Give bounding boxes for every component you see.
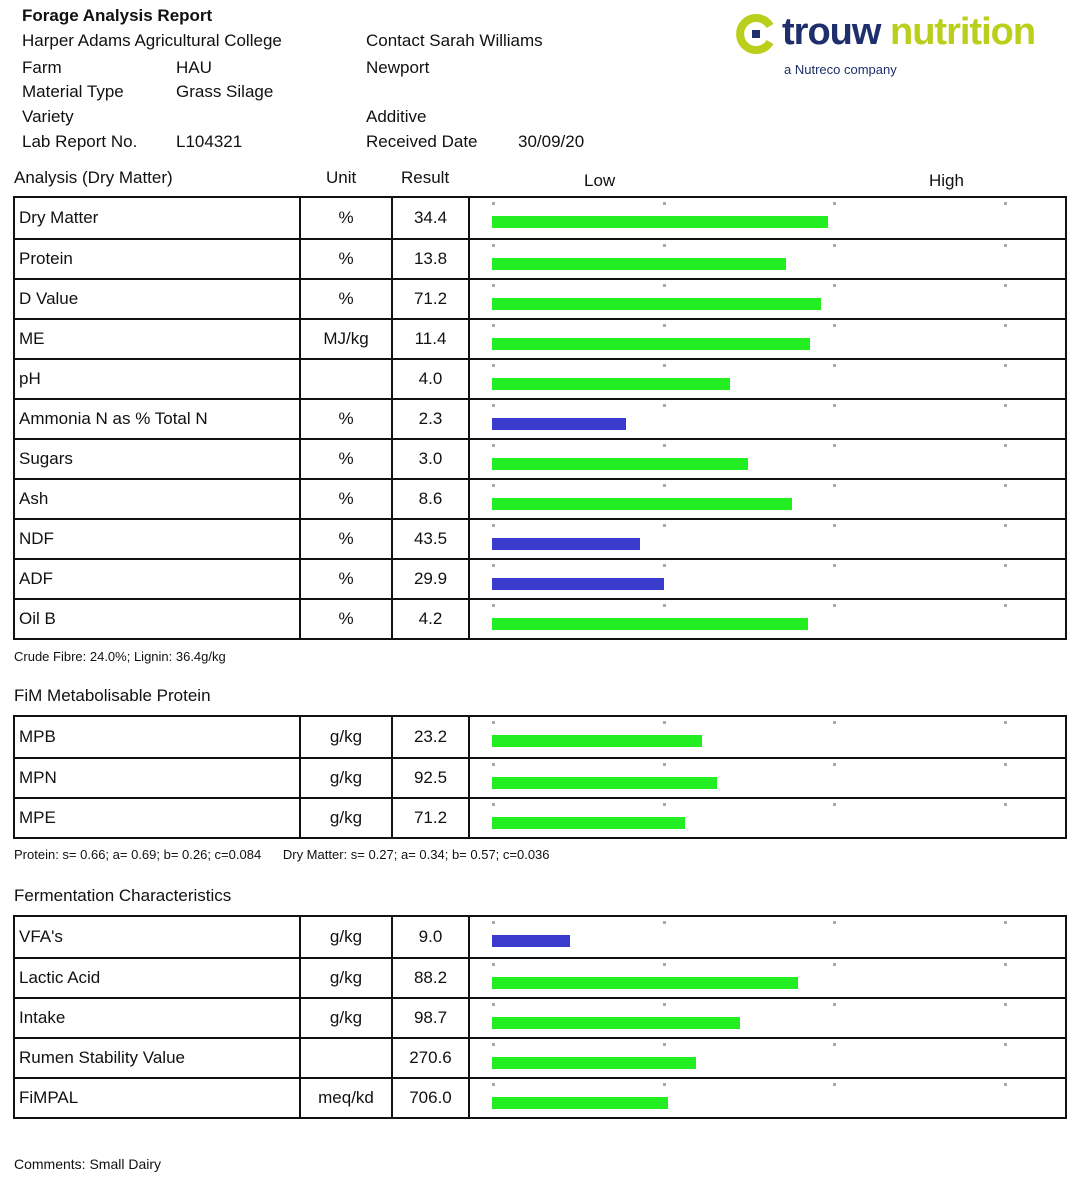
- received-date-label: Received Date: [366, 132, 478, 151]
- analyte-unit: [301, 360, 393, 398]
- range-tick: [833, 763, 836, 766]
- range-ticks: [492, 1003, 1007, 1006]
- col-low-header: Low: [584, 171, 616, 190]
- level-bar: [492, 258, 786, 270]
- range-tick: [663, 324, 666, 327]
- level-bar: [492, 298, 821, 310]
- range-tick: [833, 444, 836, 447]
- range-tick: [492, 524, 495, 527]
- analyte-name: Rumen Stability Value: [15, 1039, 301, 1077]
- analyte-unit: %: [301, 600, 393, 638]
- additive-label: Additive: [366, 107, 427, 126]
- range-tick: [492, 921, 495, 924]
- table-row: [15, 318, 1065, 358]
- range-ticks: [492, 364, 1007, 367]
- range-tick: [1004, 324, 1007, 327]
- range-bar-cell: [470, 999, 1065, 1037]
- level-bar: [492, 1097, 668, 1109]
- farm-label: Farm: [22, 58, 62, 77]
- range-tick: [833, 324, 836, 327]
- range-ticks: [492, 564, 1007, 567]
- range-bar-cell: [470, 1079, 1065, 1117]
- fim-note: Protein: s= 0.66; a= 0.69; b= 0.26; c=0.084 Dry Matter: s= 0.27; a= 0.34; b= 0.57; c=0.036: [14, 847, 550, 862]
- table-row: [15, 1077, 1065, 1117]
- logo-word-2: nutrition: [890, 11, 1036, 53]
- analyte-unit: [301, 1039, 393, 1077]
- range-tick: [1004, 524, 1007, 527]
- range-tick: [833, 1043, 836, 1046]
- analyte-result: 98.7: [393, 999, 470, 1037]
- table-row: [15, 438, 1065, 478]
- range-tick: [663, 1043, 666, 1046]
- analyte-name: Oil B: [15, 600, 301, 638]
- range-bar-cell: [470, 440, 1065, 478]
- analyte-name: Protein: [15, 240, 301, 278]
- analyte-unit: %: [301, 280, 393, 318]
- logo-word-1: trouw: [782, 11, 881, 53]
- range-ticks: [492, 484, 1007, 487]
- level-bar: [492, 378, 730, 390]
- material-label: Material Type: [22, 82, 124, 101]
- table-row: [15, 358, 1065, 398]
- comments: Comments: Small Dairy: [14, 1156, 162, 1172]
- analyte-unit: %: [301, 480, 393, 518]
- analyte-result: 2.3: [393, 400, 470, 438]
- range-tick: [833, 524, 836, 527]
- analyte-unit: g/kg: [301, 999, 393, 1037]
- range-bar-cell: [470, 917, 1065, 957]
- range-tick: [492, 404, 495, 407]
- level-bar: [492, 578, 664, 590]
- range-tick: [663, 244, 666, 247]
- fim-table: [13, 715, 1067, 839]
- range-tick: [1004, 803, 1007, 806]
- range-tick: [663, 564, 666, 567]
- level-bar: [492, 777, 717, 789]
- analyte-unit: %: [301, 240, 393, 278]
- range-tick: [1004, 244, 1007, 247]
- analyte-unit: meq/kd: [301, 1079, 393, 1117]
- company-logo: [734, 8, 1054, 86]
- range-tick: [1004, 1043, 1007, 1046]
- table-row: [15, 278, 1065, 318]
- range-tick: [663, 763, 666, 766]
- analyte-name: VFA's: [15, 917, 301, 957]
- analyte-name: Sugars: [15, 440, 301, 478]
- table-row: [15, 1037, 1065, 1077]
- logo-wordmark: [782, 8, 1035, 56]
- range-ticks: [492, 763, 1007, 766]
- range-bar-cell: [470, 480, 1065, 518]
- received-date-value: 30/09/20: [518, 132, 585, 151]
- table-row: [15, 717, 1065, 757]
- analyte-result: 8.6: [393, 480, 470, 518]
- range-tick: [492, 1003, 495, 1006]
- range-ticks: [492, 444, 1007, 447]
- range-tick: [492, 1083, 495, 1086]
- range-ticks: [492, 604, 1007, 607]
- analyte-result: 71.2: [393, 799, 470, 837]
- analyte-result: 4.0: [393, 360, 470, 398]
- table-row: [15, 917, 1065, 957]
- range-tick: [663, 1083, 666, 1086]
- range-tick: [1004, 364, 1007, 367]
- lab-report-value: L104321: [176, 132, 243, 151]
- table-row: [15, 957, 1065, 997]
- analyte-result: 92.5: [393, 759, 470, 797]
- contact-name: Contact Sarah Williams: [366, 31, 543, 50]
- level-bar: [492, 216, 828, 228]
- level-bar: [492, 498, 792, 510]
- range-tick: [833, 721, 836, 724]
- range-tick: [492, 763, 495, 766]
- analyte-name: MPE: [15, 799, 301, 837]
- range-tick: [833, 404, 836, 407]
- level-bar: [492, 735, 702, 747]
- analyte-name: Lactic Acid: [15, 959, 301, 997]
- logo-mark-icon: [736, 14, 776, 54]
- range-bar-cell: [470, 520, 1065, 558]
- col-result-header: Result: [401, 168, 450, 187]
- range-tick: [663, 202, 666, 205]
- range-tick: [492, 564, 495, 567]
- fermentation-table: [13, 915, 1067, 1119]
- range-ticks: [492, 963, 1007, 966]
- range-tick: [492, 202, 495, 205]
- analyte-name: MPB: [15, 717, 301, 757]
- fim-section-title: FiM Metabolisable Protein: [14, 686, 211, 705]
- analysis-table: [13, 196, 1067, 640]
- range-tick: [492, 803, 495, 806]
- range-ticks: [492, 1083, 1007, 1086]
- range-tick: [663, 284, 666, 287]
- range-tick: [833, 921, 836, 924]
- analyte-unit: %: [301, 400, 393, 438]
- college-name: Harper Adams Agricultural College: [22, 31, 282, 50]
- range-tick: [1004, 284, 1007, 287]
- range-tick: [492, 244, 495, 247]
- analyte-unit: %: [301, 198, 393, 238]
- analyte-result: 88.2: [393, 959, 470, 997]
- range-tick: [492, 284, 495, 287]
- range-tick: [492, 604, 495, 607]
- level-bar: [492, 418, 626, 430]
- level-bar: [492, 977, 798, 989]
- level-bar: [492, 458, 748, 470]
- range-tick: [833, 364, 836, 367]
- level-bar: [492, 817, 685, 829]
- range-tick: [833, 484, 836, 487]
- range-tick: [492, 484, 495, 487]
- range-tick: [492, 1043, 495, 1046]
- range-tick: [492, 963, 495, 966]
- analyte-name: D Value: [15, 280, 301, 318]
- variety-label: Variety: [22, 107, 74, 126]
- range-ticks: [492, 921, 1007, 924]
- analyte-name: NDF: [15, 520, 301, 558]
- range-tick: [663, 963, 666, 966]
- range-tick: [1004, 1083, 1007, 1086]
- table-row: [15, 598, 1065, 638]
- range-tick: [833, 604, 836, 607]
- range-bar-cell: [470, 320, 1065, 358]
- level-bar: [492, 935, 570, 947]
- range-ticks: [492, 524, 1007, 527]
- range-tick: [1004, 564, 1007, 567]
- analyte-name: ME: [15, 320, 301, 358]
- range-ticks: [492, 721, 1007, 724]
- table-row: [15, 198, 1065, 238]
- range-tick: [833, 202, 836, 205]
- range-ticks: [492, 202, 1007, 205]
- analyte-result: 706.0: [393, 1079, 470, 1117]
- level-bar: [492, 538, 640, 550]
- range-tick: [1004, 963, 1007, 966]
- analyte-name: Dry Matter: [15, 198, 301, 238]
- range-tick: [1004, 763, 1007, 766]
- range-bar-cell: [470, 280, 1065, 318]
- range-ticks: [492, 284, 1007, 287]
- material-value: Grass Silage: [176, 82, 274, 101]
- report-title: Forage Analysis Report: [22, 6, 213, 25]
- table-row: [15, 518, 1065, 558]
- analyte-name: ADF: [15, 560, 301, 598]
- range-bar-cell: [470, 959, 1065, 997]
- range-bar-cell: [470, 198, 1065, 238]
- table-row: [15, 238, 1065, 278]
- level-bar: [492, 1017, 740, 1029]
- analyte-result: 9.0: [393, 917, 470, 957]
- range-tick: [833, 564, 836, 567]
- range-ticks: [492, 1043, 1007, 1046]
- level-bar: [492, 1057, 696, 1069]
- range-bar-cell: [470, 717, 1065, 757]
- table-row: [15, 757, 1065, 797]
- analyte-unit: g/kg: [301, 717, 393, 757]
- range-bar-cell: [470, 799, 1065, 837]
- range-tick: [492, 721, 495, 724]
- range-tick: [663, 721, 666, 724]
- analyte-result: 3.0: [393, 440, 470, 478]
- range-tick: [492, 324, 495, 327]
- lab-report-label: Lab Report No.: [22, 132, 138, 151]
- range-ticks: [492, 324, 1007, 327]
- range-tick: [663, 921, 666, 924]
- range-tick: [663, 1003, 666, 1006]
- analyte-result: 71.2: [393, 280, 470, 318]
- range-tick: [663, 444, 666, 447]
- table-row: [15, 558, 1065, 598]
- range-tick: [1004, 1003, 1007, 1006]
- range-tick: [833, 1003, 836, 1006]
- range-tick: [1004, 721, 1007, 724]
- analyte-unit: MJ/kg: [301, 320, 393, 358]
- range-bar-cell: [470, 240, 1065, 278]
- range-tick: [833, 284, 836, 287]
- logo-tagline: a Nutreco company: [784, 62, 897, 77]
- range-tick: [1004, 404, 1007, 407]
- analyte-result: 270.6: [393, 1039, 470, 1077]
- analyte-name: FiMPAL: [15, 1079, 301, 1117]
- col-analysis-header: Analysis (Dry Matter): [14, 168, 173, 187]
- location: Newport: [366, 58, 430, 77]
- analyte-result: 34.4: [393, 198, 470, 238]
- analyte-result: 11.4: [393, 320, 470, 358]
- range-tick: [1004, 921, 1007, 924]
- analyte-result: 43.5: [393, 520, 470, 558]
- range-tick: [492, 364, 495, 367]
- table-row: [15, 478, 1065, 518]
- table-row: [15, 398, 1065, 438]
- analyte-name: Ammonia N as % Total N: [15, 400, 301, 438]
- range-bar-cell: [470, 560, 1065, 598]
- range-ticks: [492, 404, 1007, 407]
- range-tick: [492, 444, 495, 447]
- range-tick: [833, 244, 836, 247]
- col-unit-header: Unit: [326, 168, 357, 187]
- analyte-result: 23.2: [393, 717, 470, 757]
- range-tick: [663, 803, 666, 806]
- analyte-unit: g/kg: [301, 959, 393, 997]
- range-bar-cell: [470, 1039, 1065, 1077]
- analyte-unit: %: [301, 560, 393, 598]
- level-bar: [492, 338, 810, 350]
- table-row: [15, 797, 1065, 837]
- range-ticks: [492, 803, 1007, 806]
- fermentation-section-title: Fermentation Characteristics: [14, 886, 232, 905]
- range-tick: [663, 364, 666, 367]
- range-tick: [1004, 484, 1007, 487]
- analyte-name: pH: [15, 360, 301, 398]
- analyte-name: MPN: [15, 759, 301, 797]
- analyte-unit: g/kg: [301, 759, 393, 797]
- analyte-unit: g/kg: [301, 799, 393, 837]
- range-tick: [1004, 444, 1007, 447]
- analysis-note: Crude Fibre: 24.0%; Lignin: 36.4g/kg: [14, 649, 226, 664]
- range-tick: [663, 604, 666, 607]
- farm-value: HAU: [176, 58, 212, 77]
- range-bar-cell: [470, 600, 1065, 638]
- range-ticks: [492, 244, 1007, 247]
- level-bar: [492, 618, 808, 630]
- range-tick: [663, 404, 666, 407]
- range-bar-cell: [470, 759, 1065, 797]
- col-high-header: High: [929, 171, 964, 190]
- range-tick: [833, 803, 836, 806]
- analyte-name: Ash: [15, 480, 301, 518]
- analyte-unit: %: [301, 520, 393, 558]
- analyte-unit: g/kg: [301, 917, 393, 957]
- range-tick: [833, 1083, 836, 1086]
- analyte-result: 29.9: [393, 560, 470, 598]
- analyte-result: 13.8: [393, 240, 470, 278]
- analyte-name: Intake: [15, 999, 301, 1037]
- range-bar-cell: [470, 360, 1065, 398]
- range-bar-cell: [470, 400, 1065, 438]
- analyte-result: 4.2: [393, 600, 470, 638]
- range-tick: [833, 963, 836, 966]
- range-tick: [663, 524, 666, 527]
- range-tick: [1004, 202, 1007, 205]
- range-tick: [1004, 604, 1007, 607]
- analyte-unit: %: [301, 440, 393, 478]
- table-row: [15, 997, 1065, 1037]
- range-tick: [663, 484, 666, 487]
